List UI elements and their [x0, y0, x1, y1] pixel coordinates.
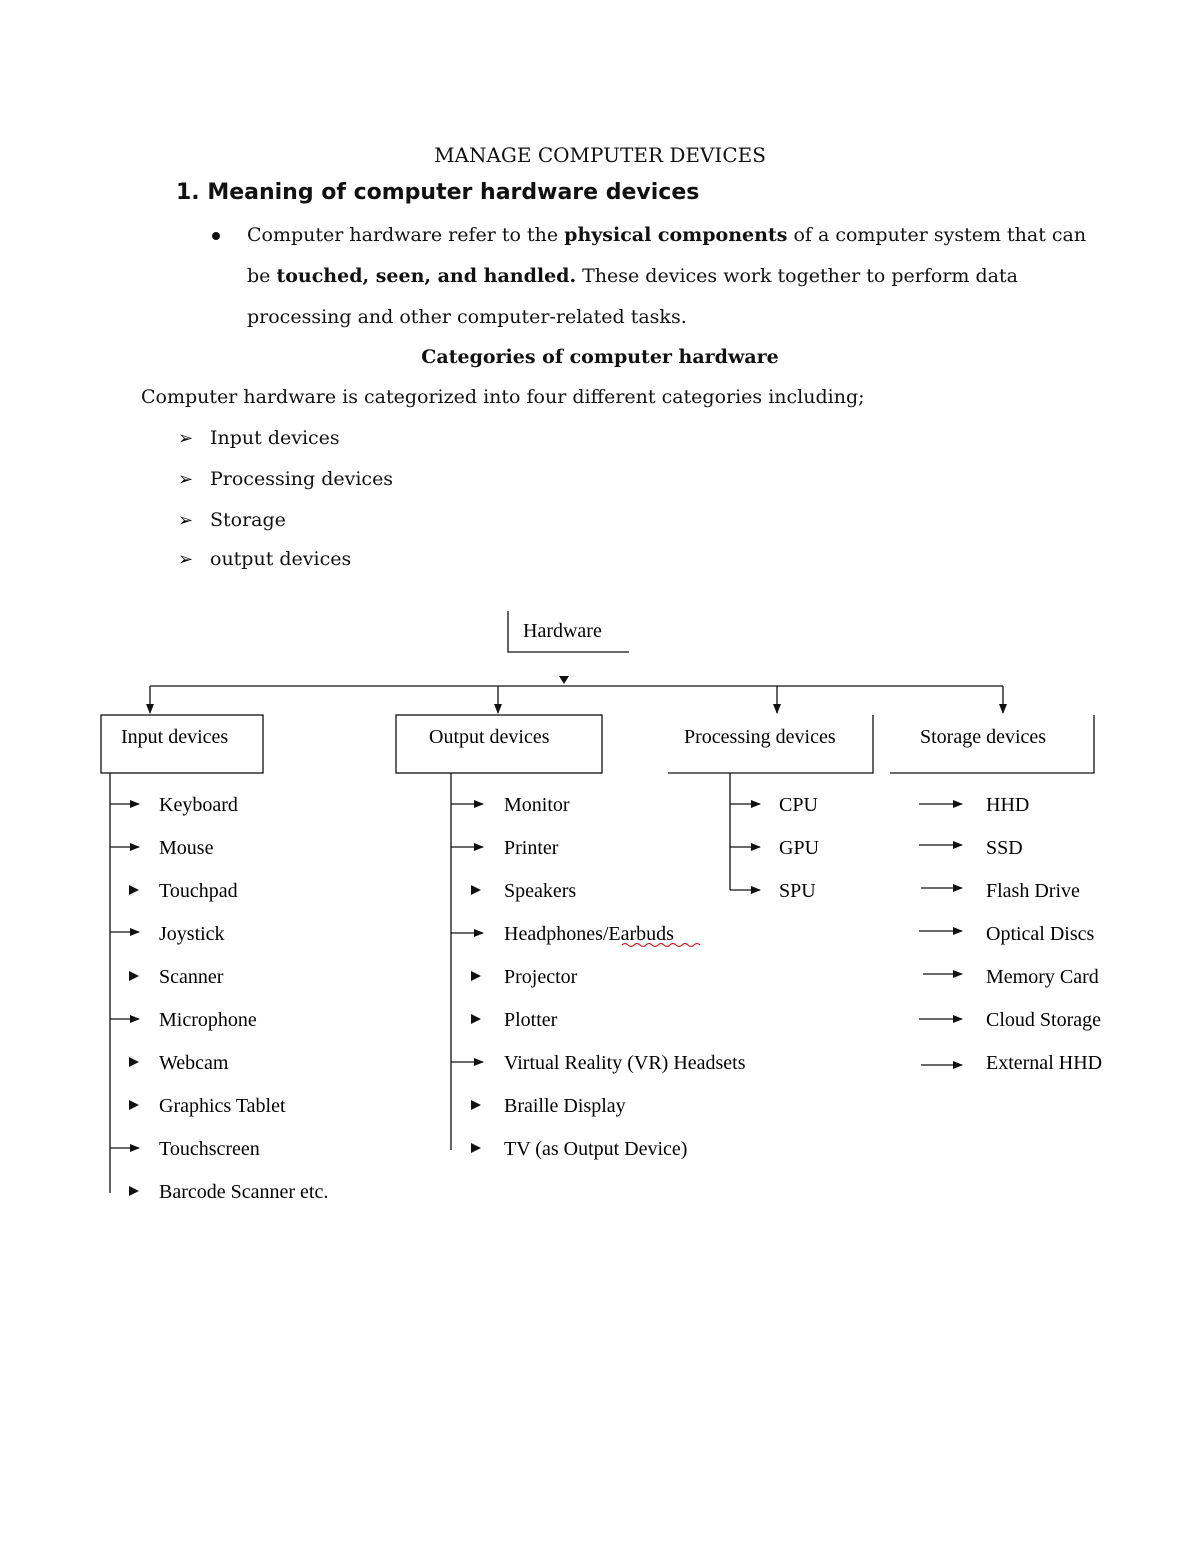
pointer-icon [129, 885, 139, 895]
processing-item-arrows [730, 804, 760, 890]
list-item: Printer [504, 837, 559, 859]
arrowhead-bullet-icon: ➢ [178, 510, 194, 531]
list-item: SSD [986, 837, 1023, 859]
list-item: Headphones/Earbuds [504, 923, 674, 945]
list-item: External HHD [986, 1052, 1103, 1074]
list-item: Projector [504, 966, 578, 988]
root-label: Hardware [523, 620, 602, 642]
input-devices-box [101, 715, 263, 773]
definition-text: Computer hardware refer to the [247, 224, 565, 246]
list-item: Joystick [159, 923, 225, 945]
pointer-icon [129, 1100, 139, 1110]
output-devices-box [396, 715, 602, 773]
pointer-icon [471, 1143, 481, 1153]
definition-text: These devices work together to perform data [576, 265, 1018, 287]
definition-bold-text: physical components [564, 224, 788, 246]
list-item: CPU [779, 794, 818, 816]
list-item: Touchpad [159, 880, 238, 902]
list-item: Plotter [504, 1009, 558, 1031]
category-label: Input devices [210, 427, 340, 449]
storage-item-arrows [919, 804, 962, 1065]
pointer-icon [129, 1057, 139, 1067]
list-item: Touchscreen [159, 1138, 260, 1160]
category-label: Storage [210, 509, 286, 531]
connector-lines [150, 686, 1003, 713]
list-item: Optical Discs [986, 923, 1095, 945]
section-heading: 1. Meaning of computer hardware devices [176, 180, 700, 205]
list-item: Scanner [159, 966, 224, 988]
category-label: output devices [210, 548, 352, 570]
category-label: Processing devices [210, 468, 394, 490]
list-item: Cloud Storage [986, 1009, 1101, 1031]
list-item: TV (as Output Device) [504, 1138, 688, 1160]
pointer-icon [471, 1014, 481, 1024]
list-item: Braille Display [504, 1095, 626, 1117]
definition-line-3: processing and other computer-related tasks. [247, 306, 687, 328]
input-devices-list [110, 773, 328, 1203]
list-item: Mouse [159, 837, 214, 859]
pointer-icon [471, 1100, 481, 1110]
list-item: Microphone [159, 1009, 257, 1031]
definition-text: be [247, 265, 277, 287]
processing-devices-label: Processing devices [684, 726, 836, 748]
storage-devices-list [919, 794, 1102, 1074]
categories-intro: Computer hardware is categorized into four different categories including; [141, 386, 865, 408]
list-item: HHD [986, 794, 1030, 816]
output-devices-label: Output devices [429, 726, 550, 748]
categories-heading: Categories of computer hardware [421, 346, 779, 368]
list-item: Keyboard [159, 794, 238, 816]
list-item: Monitor [504, 794, 570, 816]
list-item: GPU [779, 837, 820, 859]
output-item-arrows [451, 804, 483, 1062]
pointer-icon [471, 971, 481, 981]
output-devices-list [451, 773, 746, 1160]
input-devices-label: Input devices [121, 726, 229, 748]
list-item: Barcode Scanner etc. [159, 1181, 329, 1203]
root-node [508, 611, 629, 652]
arrowhead-bullet-icon: ➢ [178, 428, 194, 449]
pointer-icon [471, 885, 481, 895]
list-item: Memory Card [986, 966, 1099, 988]
output-item-pointers [471, 885, 481, 1153]
processing-devices-box [668, 715, 873, 773]
list-item: Speakers [504, 880, 577, 902]
storage-devices-label: Storage devices [920, 726, 1047, 748]
pointer-icon [129, 971, 139, 981]
page-title: MANAGE COMPUTER DEVICES [434, 143, 766, 167]
list-item: Graphics Tablet [159, 1095, 286, 1117]
definition-bold-text: touched, seen, and handled. [276, 265, 577, 287]
pointer-icon [129, 1186, 139, 1196]
arrowhead-bullet-icon: ➢ [178, 549, 194, 570]
processing-devices-list [730, 773, 820, 902]
definition-text: of a computer system that can [787, 224, 1087, 246]
list-item: SPU [779, 880, 816, 902]
list-item: Virtual Reality (VR) Headsets [504, 1052, 746, 1074]
root-down-arrow-icon [559, 676, 569, 684]
storage-devices-box [890, 715, 1094, 773]
list-item: Flash Drive [986, 880, 1080, 902]
arrowhead-bullet-icon: ➢ [178, 469, 194, 490]
list-item: Webcam [159, 1052, 229, 1074]
